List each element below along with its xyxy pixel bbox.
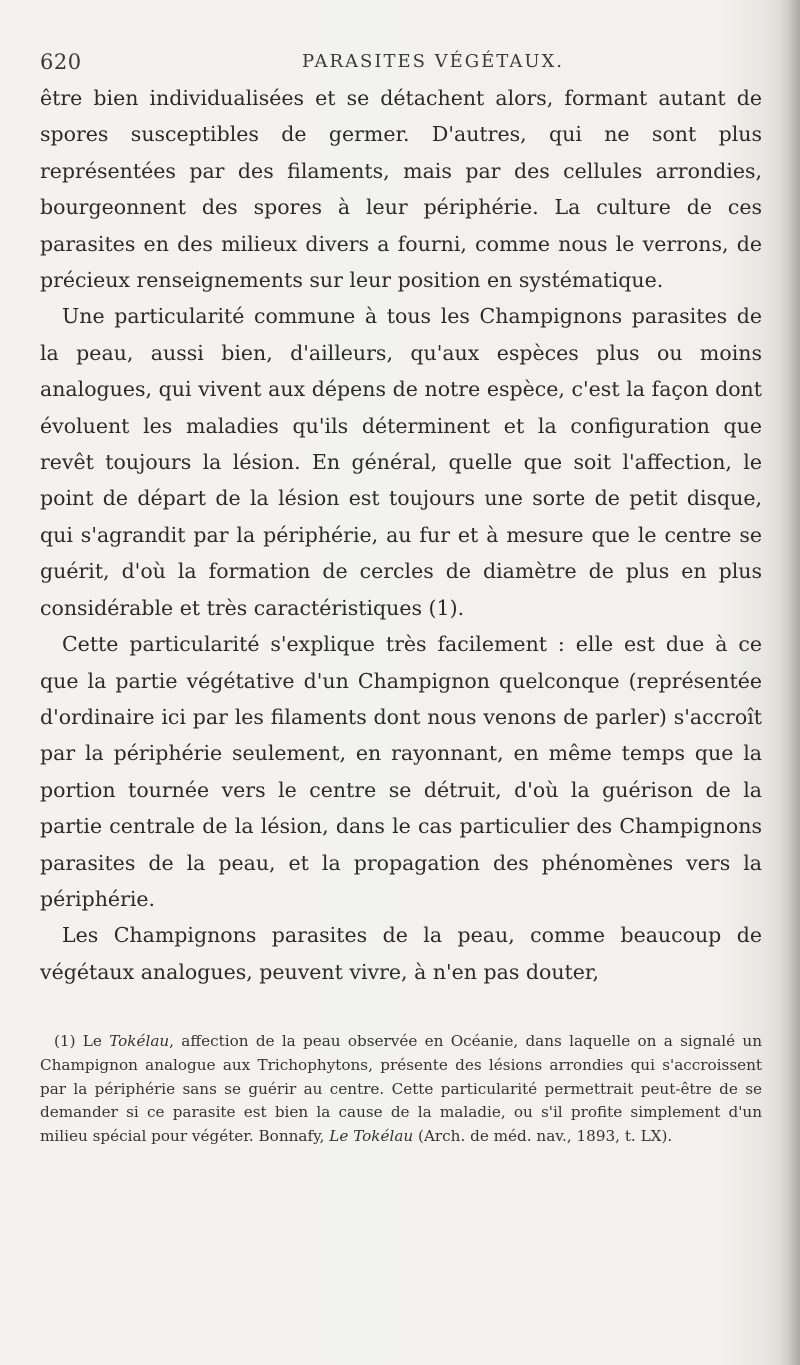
footnote-marker: (1) Le [54,1032,110,1050]
footnote [40,1030,762,1149]
footnote-paragraph [40,1030,762,1149]
paragraph: être bien individualisées et se détachent alors, formant autant de spores susceptibles de germer. D'autres, qui ne sont plus représentées par des filaments, mais par des cellules arrondies, bourgeonnent des spores à leur périphérie. La culture de ces parasites en des milieux divers a fourni, comme nous le verrons, de précieux renseignements sur leur position en systématique. [40,86,762,293]
paragraph: Cette particularité s'explique très facilement : elle est due à ce que la partie végétative d'un Champignon quelconque (représentée d'ordinaire ici par les filaments dont nous venons de parler) s'accroît par la périphérie seulement, en rayonnant, en même temps que la portion tournée vers le centre se détruit, d'où la guérison de la partie centrale de la lésion, dans le cas particulier des Champignons parasites de la peau, et la propagation des phénomènes vers la périphérie. [40,632,762,911]
paragraph: Une particularité commune à tous les Champignons parasites de la peau, aussi bien, d'ailleurs, qu'aux espèces plus ou moins analogues, qui vivent aux dépens de notre espèce, c'est la façon dont évoluent les maladies qu'ils déterminent et la configuration que revêt toujours la lésion. En général, quelle que soit l'affection, le point de départ de la lésion est toujours une sorte de petit disque, qui s'agrandit par la périphérie, au fur et à mesure que le centre se guérit, d'où la formation de cercles de diamètre de plus en plus considérable et très caractéristiques (1). [40,304,762,620]
body-text [40,80,762,990]
page-edge-shadow [780,0,800,1365]
paragraph: Les Champignons parasites de la peau, comme beaucoup de végétaux analogues, peuvent vivre, à n'en pas douter, [40,923,762,984]
footnote-term: Tokélau [109,1032,170,1050]
footnote-citation-title: Le Tokélau [329,1127,414,1146]
page-number: 620 [40,50,82,74]
running-title: PARASITES VÉGÉTAUX. [302,51,565,72]
footnote-text-end: (Arch. de méd. nav., 1893, t. LX). [413,1127,673,1146]
footnote-text: , affection de la peau observée en Océanie, dans laquelle on a signalé un Champignon analogue aux Trichophytons, présente des lésions arrondies qui s'accroissent par la périphérie sans se guérir au centre. Cette particularité permettrait peut-être de se demander si ce parasite est bien la cause de la maladie, ou s'il profite simplement d'un milieu spécial pour végéter. Bonnafy, [40,1032,762,1146]
